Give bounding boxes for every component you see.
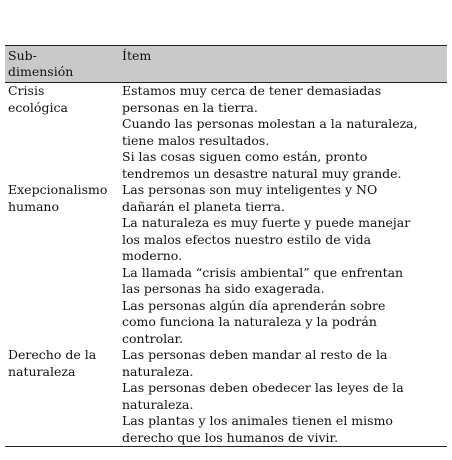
subdimension-label: Derecho de la naturaleza xyxy=(8,347,97,379)
item-text: La llamada “crisis ambiental” que enfrentan las personas ha sido exagerada. xyxy=(122,264,404,296)
items-table xyxy=(5,45,447,447)
group-excepcionalismo-humano xyxy=(5,182,447,347)
item-text: Las plantas y los animales tienen el mismo derecho que los humanos de vivir. xyxy=(122,413,393,445)
item-text: Las personas deben mandar al resto de la naturaleza. xyxy=(122,347,388,379)
item-list xyxy=(121,83,447,182)
table-header xyxy=(5,46,447,83)
subdimension-label: Crisis ecológica xyxy=(8,83,68,115)
item-text: La naturaleza es muy fuerte y puede manejar los malos efectos nuestro estilo de vida moderno. xyxy=(122,215,411,263)
header-item: Ítem xyxy=(122,48,152,63)
item-text: Estamos muy cerca de tener demasiadas personas en la tierra. xyxy=(122,83,382,115)
item-text: Las personas deben obedecer las leyes de la naturaleza. xyxy=(122,380,404,412)
item-text: Las personas son muy inteligentes y NO dañarán el planeta tierra. xyxy=(122,182,378,214)
group-crisis-ecologica xyxy=(5,83,447,182)
item-text: Cuando las personas molestan a la naturaleza, tiene malos resultados. xyxy=(122,116,418,148)
subdimension-label: Exepcionalismo humano xyxy=(8,182,108,214)
item-text: Las personas algún día aprenderán sobre como funciona la naturaleza y la podrán controlar. xyxy=(122,297,386,346)
item-list xyxy=(121,347,447,446)
header-subdimension: Sub- dimensión xyxy=(8,48,74,79)
group-derecho-naturaleza xyxy=(5,347,447,446)
item-list xyxy=(121,182,447,347)
item-text: Si las cosas siguen como están, pronto tendremos un desastre natural muy grande. xyxy=(122,149,402,181)
